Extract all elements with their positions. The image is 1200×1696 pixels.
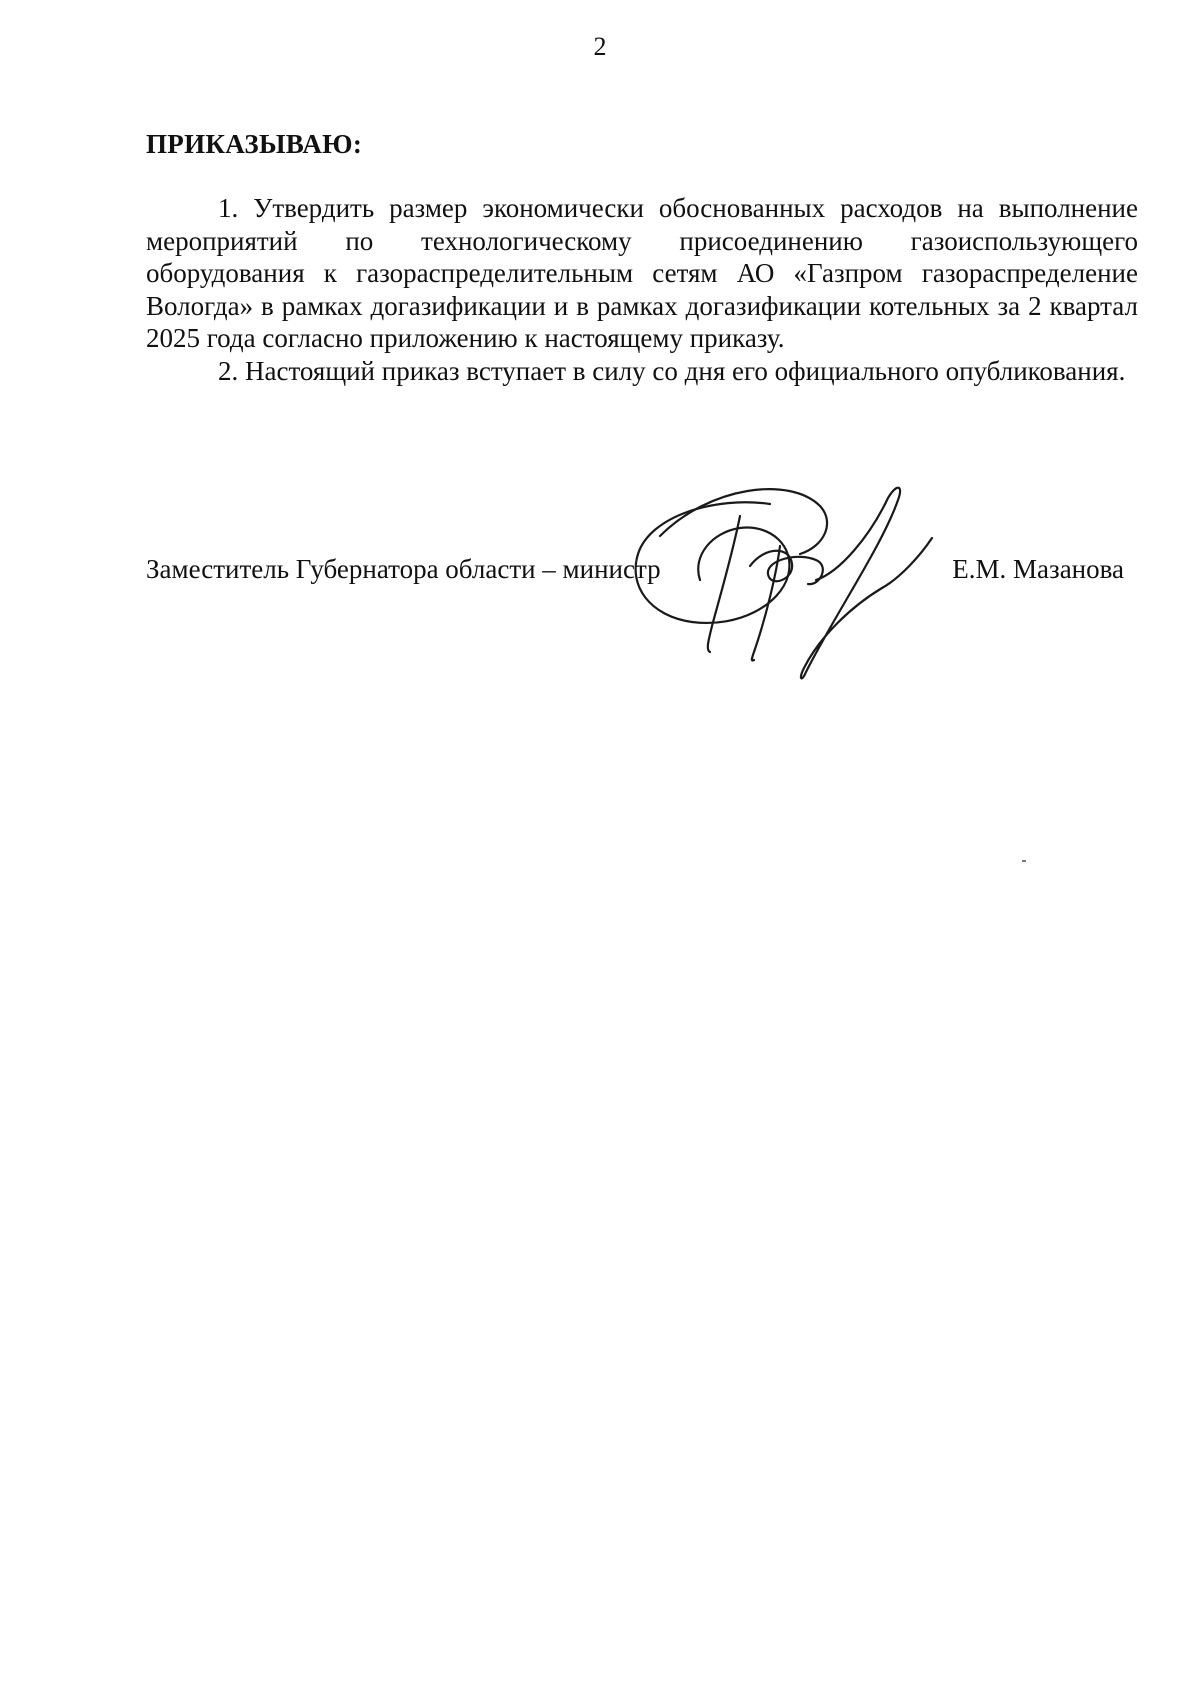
signer-title: Заместитель Губернатора области – министр [146,554,661,584]
handwritten-signature [620,476,1020,686]
signature-tail-stroke [882,538,932,588]
page-number: 2 [593,32,607,61]
signature-swoosh-stroke [660,489,827,554]
signature-loop-stroke [636,502,790,623]
order-body [146,192,1138,387]
signature-down-stroke-1 [708,516,740,652]
signer-name: Е.М. Мазанова [952,554,1124,584]
order-heading: ПРИКАЗЫВАЮ: [146,129,363,159]
order-item-1: 1. Утвердить размер экономически обоснованных расходов на выполнение мероприятий по технологическому присоединению газоиспользующего оборудования к газораспределительным сетям АО «Газпром газораспределение Вологда» в рамках догазификации и в рамках догазификации котельных за 2 квартал 2025 года согласно приложению к настоящему приказу. [146,193,1138,353]
order-item-2: 2. Настоящий приказ вступает в силу со дня его официального опубликования. [218,355,1126,386]
scan-speck [1022,860,1026,862]
